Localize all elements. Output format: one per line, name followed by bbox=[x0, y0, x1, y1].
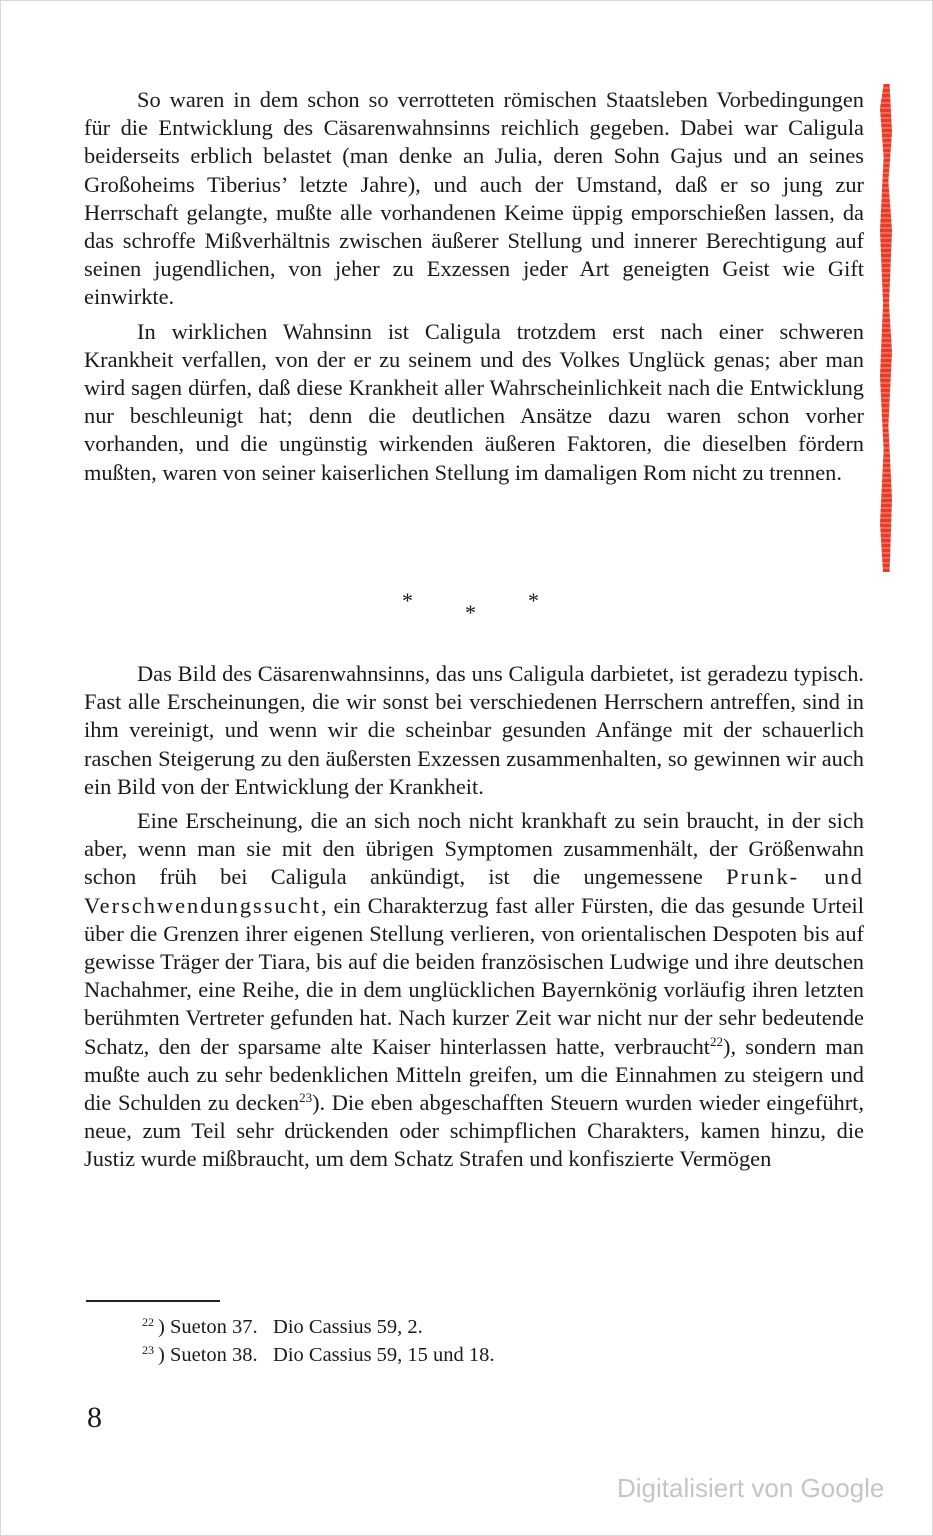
paragraph-text: , ein Charakterzug fast aller Fürsten, die das gesunde Urteil über die Grenzen ihrer eigenen Stellung verlieren, von orientalischen Despoten bis auf gewisse Träger der Tiara, bis auf die beiden französischen Ludwige und ihre deutschen Nachahmer, eine Reihe, die in dem unglücklichen Bayernkönig vorläufig ihren letzten berühmten Vertreter gefunden hat. Nach kurzer Zeit war nicht nur der sehr bedeutende Schatz, den der sparsame alte Kaiser hinterlassen hatte, verbraucht bbox=[84, 892, 864, 1059]
paragraph: So waren in dem schon so verrotteten römischen Staatsleben Vorbedingungen für die Entwicklung des Cäsarenwahnsinns reichlich gegeben. Dabei war Caligula beiderseits erblich belastet (man denke an Julia, deren Sohn Gajus und an seines Großoheims Tiberius’ letzte Jahre), und auch der Umstand, daß er so jung zur Herrschaft gelangte, mußte alle vorhandenen Keime üppig emporschießen lassen, da das schroffe Mißverhältnis zwischen äußerer Stellung und innerer Berechtigung auf seinen jugendlichen, von jeher zu Exzessen jeder Art geneigten Geist wie Gift einwirkte. bbox=[84, 87, 864, 310]
separator-star: * bbox=[402, 588, 413, 613]
footnote-ref[interactable]: 23 bbox=[299, 1090, 313, 1106]
footnote-rule bbox=[86, 1300, 220, 1302]
watermark: Digitalisiert von Google bbox=[617, 1473, 885, 1503]
footnote-number: 23 bbox=[142, 1343, 154, 1357]
footnote-text: ) Sueton 37. Dio Cassius 59, 2. bbox=[158, 1316, 423, 1338]
footnote bbox=[142, 1315, 423, 1339]
separator-star: * bbox=[528, 588, 539, 613]
paragraph-text: ), sondern man mußte auch zu sehr bedenklichen Mitteln greifen, um die Einnahmen zu steigern und die Schulden zu decken bbox=[84, 1033, 864, 1116]
text-block-top bbox=[84, 86, 864, 487]
page-number: 8 bbox=[87, 1401, 102, 1434]
footnote-ref[interactable]: 22 bbox=[710, 1033, 723, 1049]
paragraph bbox=[84, 807, 864, 1174]
paragraph: Das Bild des Cäsarenwahnsinns, das uns Caligula darbietet, ist geradezu typisch. Fast alle Erscheinungen, die wir sonst bei verschiedenen Herrschern antreffen, sind in ihm vereinigt, und wenn wir die scheinbar gesunden Anfänge mit der schauerlich raschen Steigerung zu den äußersten Exzessen zusammenhalten, so gewinnen wir auch ein Bild von der Entwicklung der Krankheit. bbox=[84, 661, 864, 799]
emphasized-text: Prunk- und Verschwendungssucht bbox=[84, 864, 865, 918]
text-block-bottom bbox=[84, 660, 864, 1174]
footnote-text: ) Sueton 38. Dio Cassius 59, 15 und 18. bbox=[158, 1344, 495, 1366]
footnote-number: 22 bbox=[142, 1315, 154, 1329]
footnote bbox=[142, 1343, 495, 1367]
paragraph-text: Eine Erscheinung, die an sich noch nicht krankhaft zu sein braucht, in der sich aber, wenn man sie mit den übrigen Symptomen zusammenhält, der Größenwahn schon früh bei Caligula ankündigt, ist die ungemessene bbox=[84, 808, 864, 890]
paragraph-text: ). Die eben abgeschafften Steuern wurden wieder eingeführt, neue, zum Teil sehr drückenden oder schimpflichen Charakters, kamen hinzu, die Justiz wurde mißbraucht, um dem Schatz Strafen und konfiszierte Vermögen bbox=[84, 1090, 864, 1172]
separator-star: * bbox=[465, 600, 476, 625]
paragraph: In wirklichen Wahnsinn ist Caligula trotzdem erst nach einer schweren Krankheit verfallen, von der er zu seinem und des Volkes Unglück genas; aber man wird sagen dürfen, daß diese Krankheit aller Wahrscheinlichkeit nach die Entwicklung nur beschleunigt hat; denn die deutlichen Ansätze dazu waren schon vorher vorhanden, und die ungünstig wirkenden äußeren Faktoren, die dieselben fördern mußten, waren von seiner kaiserlichen Stellung im damaligen Rom nicht zu trennen. bbox=[84, 318, 864, 485]
